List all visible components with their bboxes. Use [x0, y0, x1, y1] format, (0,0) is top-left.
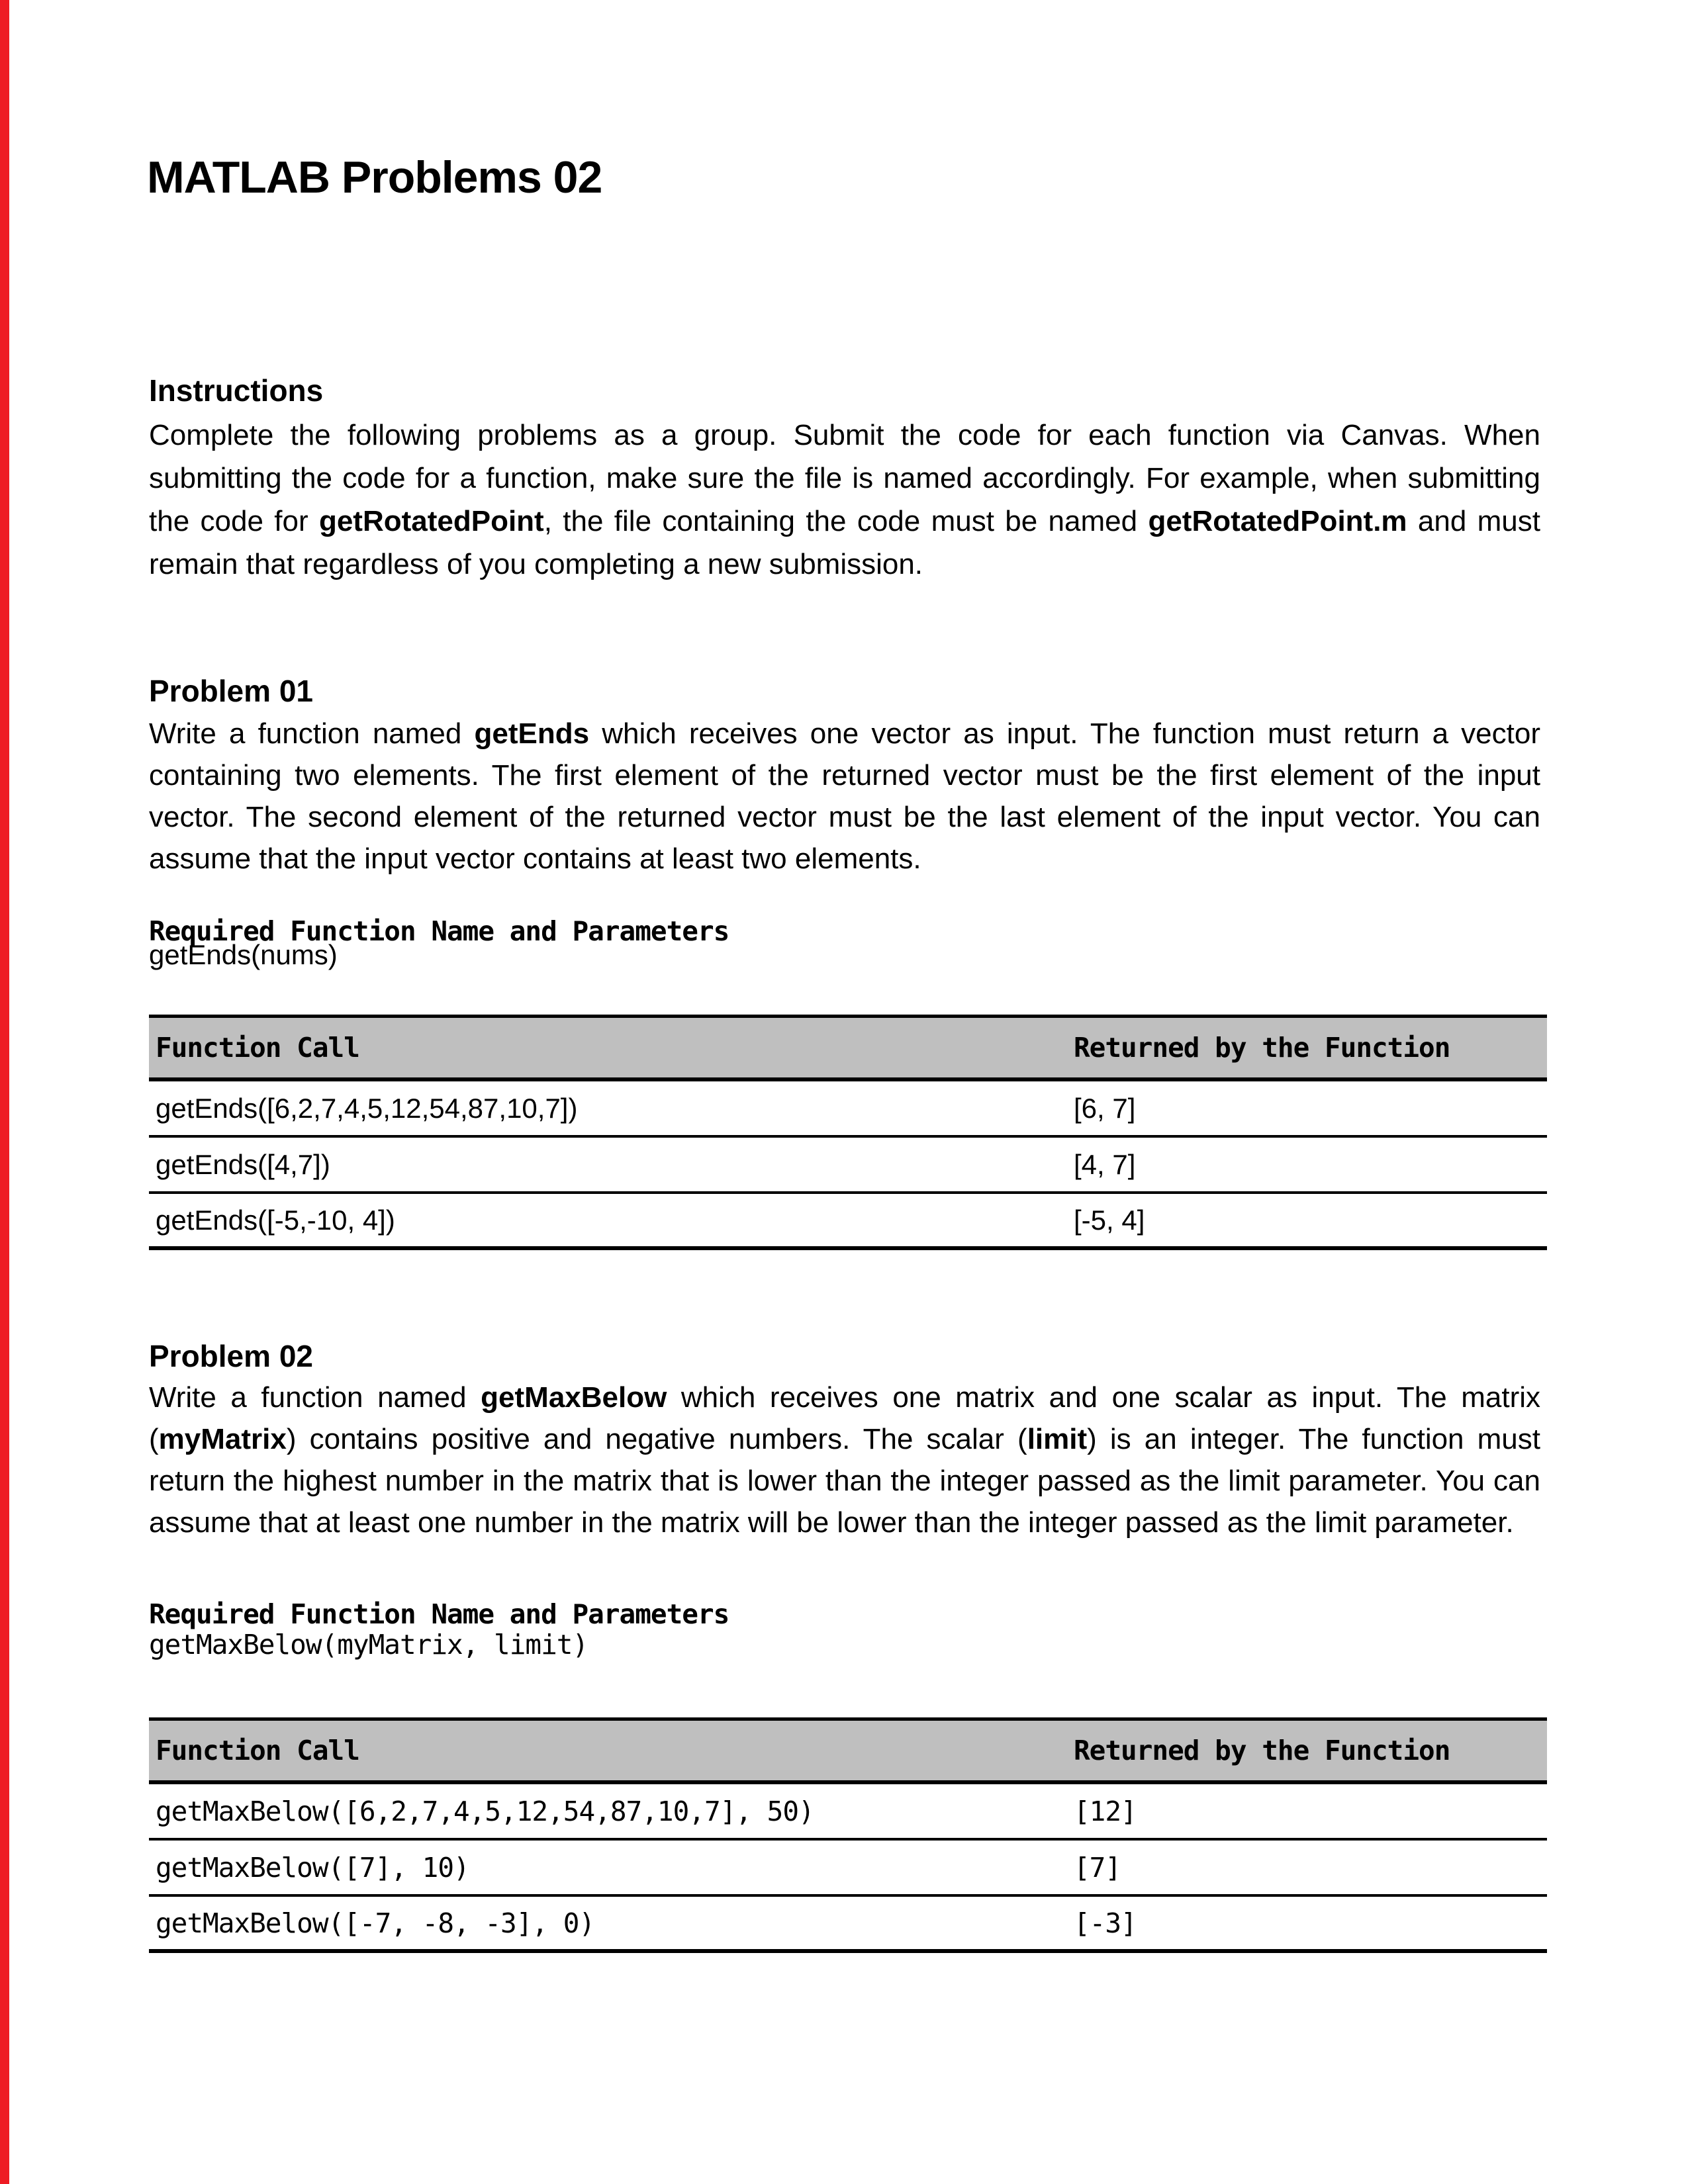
table-row: [149, 1138, 1547, 1194]
table-cell-return: [7]: [1074, 1851, 1121, 1884]
table-cell-call: getEnds([-5,-10, 4]): [156, 1204, 395, 1236]
problem-02-function-signature: getMaxBelow(myMatrix, limit): [149, 1629, 588, 1661]
table-row: [149, 1081, 1547, 1138]
problem-01-required-heading: Required Function Name and Parameters: [149, 915, 729, 947]
instructions-heading: Instructions: [149, 373, 324, 408]
problem-02-paragraph: Write a function named getMaxBelow which receives one matrix and one scalar as input. The matrix (myMatrix) contains positive and negative numbers. The scalar (limit) is an integer. The function must return the highest number in the matrix that is lower than the integer passed as the limit parameter. You can assume that at least one number in the matrix will be lower than the integer passed as the limit parameter.: [149, 1381, 1540, 1539]
table-cell-return: [-3]: [1074, 1907, 1137, 1939]
table-cell-return: [6, 7]: [1074, 1092, 1136, 1124]
instructions-paragraph: Complete the following problems as a group. Submit the code for each function via Canvas. When submitting the code for a function, make sure the file is named accordingly. For example, when submitting the code for getRotatedPoint, the file containing the code must be named getRotatedPoint.m and must remain that regardless of you completing a new submission.: [149, 419, 1540, 580]
table-header-returned: Returned by the Function: [1074, 1735, 1450, 1766]
table-row: [149, 1194, 1547, 1250]
table-row: [149, 1841, 1547, 1897]
table-header-function-call: Function Call: [156, 1735, 359, 1766]
problem-02-examples-table: [149, 1717, 1547, 1953]
table-row: [149, 1897, 1547, 1953]
table-header-returned: Returned by the Function: [1074, 1032, 1450, 1064]
problem-01-paragraph: Write a function named getEnds which receives one vector as input. The function must return a vector containing two elements. The first element of the returned vector must be the first element of the input vector. The second element of the returned vector must be the last element of the input vector. You can assume that the input vector contains at least two elements.: [149, 717, 1541, 875]
table-cell-call: getEnds([4,7]): [156, 1148, 330, 1180]
table-cell-return: [-5, 4]: [1074, 1204, 1145, 1236]
problem-02-required-heading: Required Function Name and Parameters: [149, 1598, 729, 1630]
document-title: MATLAB Problems 02: [147, 152, 602, 203]
table-header-function-call: Function Call: [156, 1032, 359, 1064]
table-header-row: [149, 1721, 1547, 1784]
problem-01-heading: Problem 01: [149, 674, 313, 708]
table-row: [149, 1784, 1547, 1841]
problem-01-examples-table: [149, 1015, 1547, 1250]
table-cell-call: getMaxBelow([-7, -8, -3], 0): [156, 1907, 595, 1939]
table-header-row: [149, 1018, 1547, 1081]
table-cell-call: getMaxBelow([6,2,7,4,5,12,54,87,10,7], 50): [156, 1795, 814, 1827]
problem-01-function-signature: getEnds(nums): [149, 939, 338, 970]
table-cell-return: [12]: [1074, 1795, 1137, 1827]
table-cell-call: getEnds([6,2,7,4,5,12,54,87,10,7]): [156, 1092, 578, 1124]
problem-02-heading: Problem 02: [149, 1339, 313, 1373]
table-cell-return: [4, 7]: [1074, 1148, 1136, 1180]
red-edge-stripe: [0, 0, 9, 2184]
table-cell-call: getMaxBelow([7], 10): [156, 1851, 469, 1884]
